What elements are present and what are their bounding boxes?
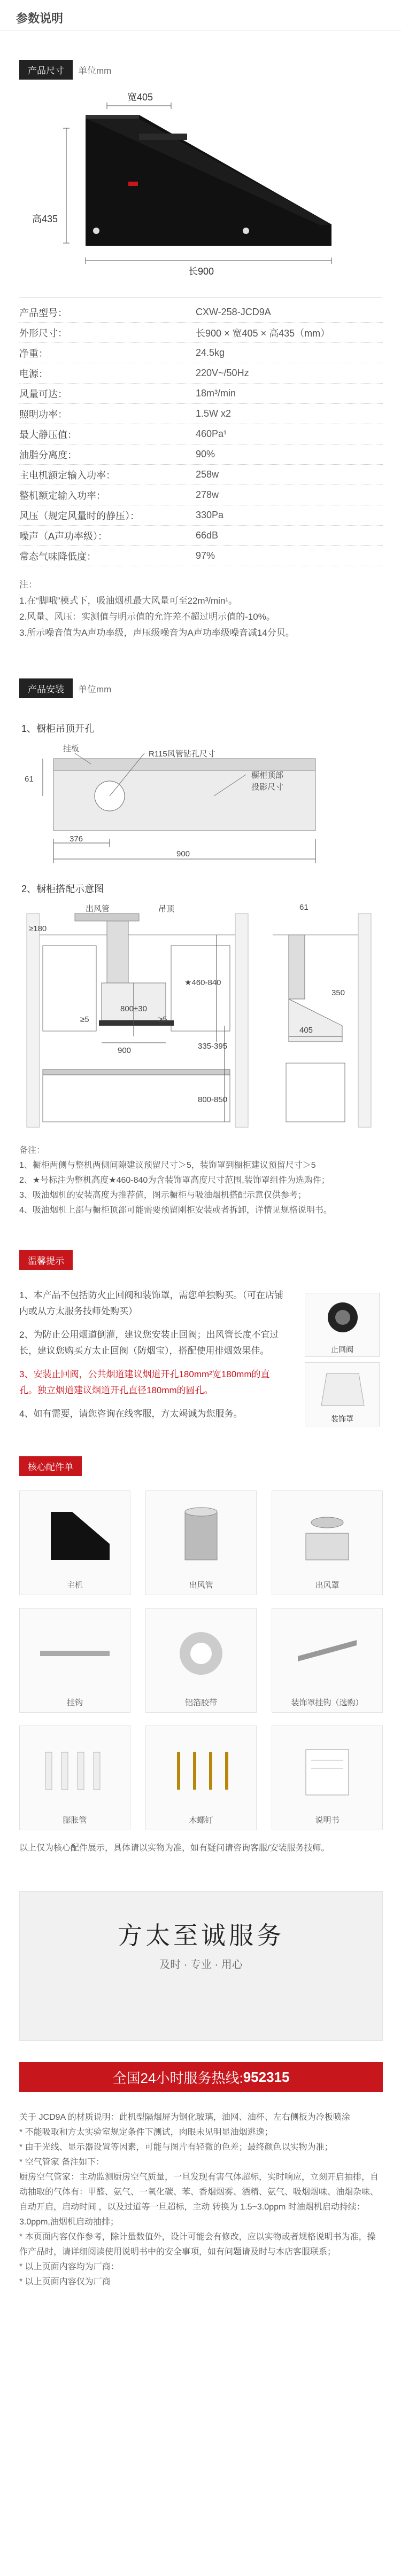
dim-900b: 900 [118, 1046, 132, 1055]
part-label: 装饰罩挂钩（选购） [291, 1698, 364, 1707]
tip-line: 2、为防止公用烟道倒灌，建议您安装止回阀；出风管长度不宜过长，建议您购买方太止回阀（防烟宝），搭配使用排烟效果佳。 [19, 1330, 279, 1356]
outlet-hood-icon [292, 1506, 362, 1565]
dim-5a: ≥5 [80, 1015, 89, 1024]
duct-icon [169, 1506, 233, 1565]
part-label: 出风管 [189, 1581, 213, 1590]
dim-height: 高435 [32, 214, 58, 224]
hood-icon [35, 1506, 115, 1565]
remark-line: 1、橱柜两侧与整机两侧间隙建议预留尺寸＞5，装饰罩到橱柜建议预留尺寸＞5 [19, 1161, 316, 1170]
dim-5b: ≥5 [158, 1015, 167, 1024]
spec-row [19, 363, 383, 384]
spec-key: 风量可达： [19, 388, 67, 400]
part-label: 木螺钉 [189, 1816, 213, 1825]
about-line: * 以上页面内容均为厂商： [19, 2262, 119, 2271]
tip-line: 4、如有需要，请您咨询在线客服，方太竭诚为您服务。 [19, 1409, 243, 1419]
display-light [128, 182, 138, 186]
spec-row [19, 485, 383, 505]
spec-value: 90% [196, 449, 215, 459]
part-card [19, 1490, 130, 1595]
about-line: * 空气管家 备注如下： [19, 2158, 105, 2167]
dim-335-395: 335-395 [198, 1042, 228, 1051]
hood-drawing [32, 91, 374, 283]
part-card [272, 1490, 383, 1595]
spec-note-line: 1.在“脚哦”模式下，吸油烟机最大风量可至22m³/min¹。 [19, 596, 238, 606]
dim-900: 900 [176, 849, 190, 858]
dim-800-850: 800-850 [198, 1095, 228, 1104]
parts-note: 以上仅为核心配件展示，具体请以实物为准，如有疑问请咨询客服/安装服务技师。 [19, 1844, 330, 1853]
about-line: 厨房空气管家：主动监测厨房空气质量，一旦发现有害气体超标，实时响应，立刻开启抽排，自动抽取的气体有：甲醛、氨气、一氧化碳、苯、香烟烟雾、酒精、氨气、吸烟烟味、油烟杂味、自动开启，启动时间 ，以及过道等一旦超标，主动 转换为 1.5~3.0ppm 时油烟机启动持续：3.0ppm,油烟机启动抽排； [19, 2173, 379, 2227]
install-section-header [19, 678, 111, 698]
remark-line: 3、吸油烟机的安装高度为推荐值，图示橱柜与吸油烟机搭配示意仅供参考； [19, 1191, 306, 1200]
about-line: * 本页面内容仅作参考，除计量数值外，设计可能会有修改，应以实物或者规格说明书为准，操作产品时，请详细阅读使用说明书中的安全事项，如有问题请及时与本店客服联系； [19, 2232, 376, 2257]
about-line: * 以上页面内容仅为厂商 [19, 2277, 111, 2286]
spec-key: 风压（规定风量时的静压）： [19, 510, 140, 521]
spec-row [19, 465, 383, 485]
dim-800-30: 800±30 [120, 1004, 147, 1013]
size-section-header [19, 60, 111, 80]
service-sub: 及时 · 专业 · 用心 [159, 1959, 243, 1971]
dim-length: 长900 [188, 266, 214, 277]
part-label: 铝箔胶带 [184, 1698, 217, 1707]
tips-tag: 温馨提示 [19, 1250, 73, 1270]
screw-icon [161, 1742, 241, 1800]
spec-value: 长900 × 宽405 × 高435（mm） [196, 327, 330, 339]
part-card [19, 1608, 130, 1713]
dim-350: 350 [331, 988, 345, 997]
service-slogan: 方太至诚服务 [118, 1921, 284, 1950]
dim-180: ≥180 [29, 924, 47, 933]
part-label: 说明书 [315, 1816, 340, 1825]
spec-value: 220V~/50Hz [196, 368, 249, 378]
spec-row [19, 323, 383, 343]
accessory-cover [305, 1362, 380, 1426]
tape-icon [169, 1624, 233, 1683]
spec-row [19, 404, 383, 424]
spec-row [19, 546, 383, 566]
spec-value: 258w [196, 469, 219, 480]
spec-value: 24.5kg [196, 347, 225, 358]
about-section [19, 2110, 383, 2290]
tips-list [19, 1287, 287, 1422]
spec-key: 噪声（A声功率级）： [19, 530, 108, 542]
label-ceiling: 吊顶 [158, 904, 175, 914]
part-label: 出风罩 [315, 1581, 340, 1590]
label-cabinet: 橱柜顶部 [251, 771, 284, 780]
accessory2-label: 装饰罩 [331, 1415, 353, 1423]
dim-405: 405 [299, 1026, 313, 1035]
spec-key: 净重： [19, 348, 48, 359]
spec-key: 常态气味降低度： [19, 551, 96, 562]
accessory1-label: 止回阀 [331, 1345, 353, 1354]
spec-key: 电源： [19, 368, 48, 379]
about-line: * 不能吸取和方太实验室规定条件下测试，肉眼未见明显油烟逃逸； [19, 2128, 273, 2137]
spec-key: 最大静压值： [19, 429, 77, 440]
spec-value: CXW-258-JCD9A [196, 307, 271, 317]
step2-title: 2、橱柜搭配示意图 [21, 884, 104, 894]
spec-key: 油脂分离度： [19, 449, 77, 460]
manual-icon [287, 1742, 367, 1800]
part-label: 主机 [66, 1581, 83, 1590]
service-banner [19, 1891, 383, 2041]
spec-top-line [19, 297, 382, 298]
part-label: 膨胀管 [63, 1816, 87, 1825]
anchor-icon [35, 1742, 115, 1800]
spec-row [19, 526, 383, 546]
about-line: * 由于光线、显示器设置等因素，可能与图片有轻微的色差；最终颜色以实物为准； [19, 2143, 333, 2152]
remark-line: 2、★号标注为整机高度★460-840为含装饰罩高度尺寸范围,装饰罩组件为选购件； [19, 1176, 330, 1185]
part-card [145, 1726, 257, 1830]
hook-icon [35, 1624, 115, 1683]
parts-tag: 核心配件单 [19, 1456, 82, 1476]
spec-key: 主电机额定输入功率： [19, 470, 115, 481]
dim-width: 宽405 [127, 92, 153, 103]
spec-key: 外形尺寸： [19, 327, 67, 339]
hotline-label: 全国24小时服务热线: [112, 2070, 243, 2086]
spec-value: 97% [196, 550, 215, 561]
remark-line: 4、吸油烟机上部与橱柜顶部可能需要预留刚柜安装或者拆卸，详情见规格说明书。 [19, 1206, 332, 1215]
spec-note-line: 2.风量、风压：实测值与明示值的允许差不超过明示值的-10%。 [19, 612, 275, 622]
size-tag: 产品尺寸 [19, 60, 73, 80]
install-remarks [19, 1143, 383, 1218]
spec-key: 照明功率： [19, 409, 67, 420]
part-label: 挂钩 [66, 1698, 83, 1707]
part-card [145, 1490, 257, 1595]
tip-line: 3、安装止回阀，公共烟道建议烟道开孔180mm²宽180mm的直孔。独立烟道建议烟道开孔直径180mm的圆孔。 [19, 1369, 270, 1395]
spec-notes [19, 577, 383, 641]
spec-row [19, 384, 383, 404]
spec-row [19, 302, 383, 323]
part-card [272, 1726, 383, 1830]
tips-section-header [19, 1250, 73, 1270]
check-valve-icon [305, 1293, 380, 1341]
hotline-number: 952315 [243, 2068, 290, 2085]
about-title: 关于 JCD9A 的材质说明：此机型隔烟屏为钢化玻璃，油网、油杯、左右侧板为冷板喷涂 [19, 2113, 350, 2122]
part-card [272, 1608, 383, 1713]
install-tag: 产品安装 [19, 678, 73, 698]
spec-value: 460Pa¹ [196, 428, 227, 439]
label-hole: R115风管钻孔尺寸 [149, 750, 215, 759]
spec-row [19, 343, 383, 363]
spec-value: 18m³/min [196, 388, 236, 399]
spec-value: 278w [196, 489, 219, 500]
spec-key: 整机额定输入功率： [19, 490, 106, 501]
hotline-bar [19, 2062, 383, 2092]
dim-460-840: ★460-840 [184, 978, 221, 987]
cover-hook-icon [287, 1624, 367, 1683]
remark-title: 备注： [19, 1146, 45, 1155]
label-outlet: 出风管 [86, 904, 110, 914]
install-unit: 单位mm [78, 684, 112, 694]
spec-row [19, 444, 383, 465]
parts-section-header [19, 1456, 82, 1476]
spec-row [19, 505, 383, 526]
spec-note-line: 3.所示噪音值为A声功率级，声压级噪音为A声功率级噪音减14分贝。 [19, 628, 295, 638]
label-cabinet2: 投影尺寸 [251, 783, 284, 792]
spec-notes-title: 注： [19, 580, 37, 590]
dim-376: 376 [70, 834, 83, 844]
spec-value: 66dB [196, 530, 219, 541]
tip-line: 1、本产品不包括防火止回阀和装饰罩，需您单独购买。（可在店铺内或从方太服务技师处购买） [19, 1290, 283, 1316]
dim-61: 61 [25, 775, 34, 784]
label-hangban: 挂板 [63, 744, 80, 753]
size-unit: 单位mm [78, 66, 112, 76]
spec-key: 产品型号： [19, 307, 67, 318]
part-card [145, 1608, 257, 1713]
accessory-check-valve [305, 1293, 380, 1357]
step1-title: 1、橱柜吊顶开孔 [21, 723, 95, 734]
cover-icon [305, 1363, 380, 1411]
spec-value: 1.5W x2 [196, 408, 232, 419]
page-title: 参数说明 [16, 12, 64, 25]
dim-61b: 61 [299, 903, 309, 912]
part-card [19, 1726, 130, 1830]
spec-value: 330Pa [196, 510, 224, 520]
spec-row [19, 424, 383, 444]
